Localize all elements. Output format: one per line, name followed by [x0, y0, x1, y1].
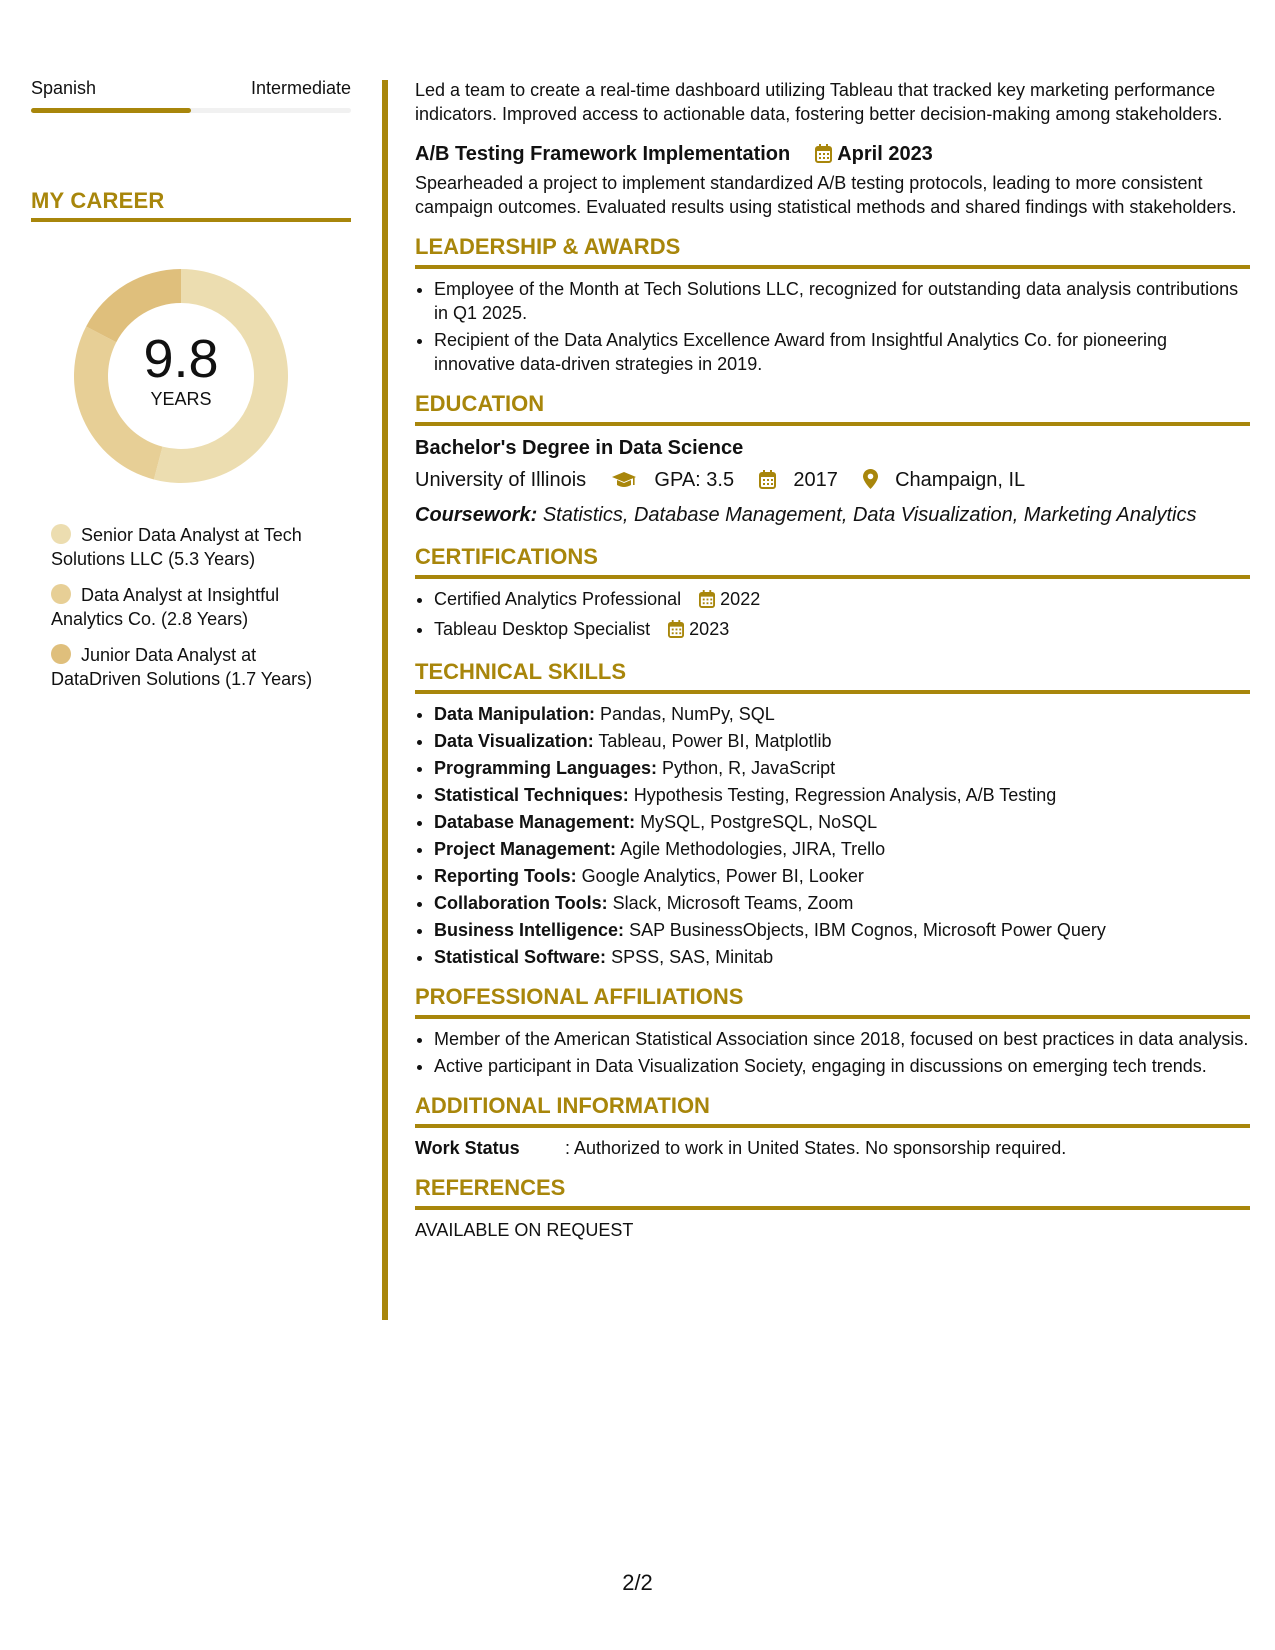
affiliations-section [415, 983, 1250, 1078]
calendar-icon [668, 620, 684, 644]
project-description: Led a team to create a real-time dashboard utilizing Tableau that tracked key marketing performance indicators. Improved access to actionable data, fostering better decision-making among stakeholders. [415, 80, 1223, 124]
list-item: • Tableau Desktop Specialist 2023 [434, 617, 1250, 644]
coursework [415, 501, 1250, 529]
skill-item: • Statistical Software: SPSS, SAS, Minitab [434, 945, 1250, 969]
additional-section [415, 1092, 1250, 1160]
skill-item: • Collaboration Tools: Slack, Microsoft Teams, Zoom [434, 891, 1250, 915]
skill-item: • Programming Languages: Python, R, JavaScript [434, 756, 1250, 780]
column-divider [382, 80, 388, 1320]
list-item: • Recipient of the Data Analytics Excellence Award from Insightful Analytics Co. for pioneering innovative data-driven strategies in 2019. [434, 328, 1250, 376]
legend-item [51, 643, 351, 691]
legend-dot [51, 524, 71, 544]
legend-label: Data Analyst at Insightful Analytics Co. (2.8 Years) [51, 585, 280, 629]
education-section [415, 390, 1250, 529]
career-donut [66, 261, 296, 491]
certifications-section [415, 543, 1250, 644]
skill-item: • Database Management: MySQL, PostgreSQL, NoSQL [434, 810, 1250, 834]
section-title: CERTIFICATIONS [415, 544, 598, 569]
location-pin-icon [863, 469, 878, 497]
language-level: Intermediate [250, 78, 351, 98]
graduation-cap-icon [611, 469, 637, 497]
section-title: LEADERSHIP & AWARDS [415, 234, 681, 259]
list-item: • Active participant in Data Visualization Society, engaging in discussions on emerging tech trends. [434, 1054, 1250, 1078]
legend-label: Junior Data Analyst at DataDriven Solutions (1.7 Years) [51, 645, 313, 689]
career-title: MY CAREER [31, 188, 165, 213]
left-column [31, 78, 351, 703]
calendar-icon [815, 143, 832, 171]
work-status-row [415, 1136, 1250, 1160]
section-title: EDUCATION [415, 391, 545, 416]
references-text: AVAILABLE ON REQUEST [415, 1220, 634, 1240]
legend-dot [51, 644, 71, 664]
education-details [415, 466, 1250, 497]
career-unit: YEARS [150, 389, 212, 409]
project-description: Spearheaded a project to implement standardized A/B testing protocols, leading to more consistent campaign outcomes. Evaluated results using statistical methods and shared findings with stakeholders. [415, 173, 1237, 217]
skill-item: • Data Manipulation: Pandas, NumPy, SQL [434, 702, 1250, 726]
school: University of Illinois [415, 469, 587, 491]
career-legend [31, 523, 351, 691]
location: Champaign, IL [895, 469, 1026, 491]
degree: Bachelor's Degree in Data Science [415, 437, 744, 459]
legend-label: Senior Data Analyst at Tech Solutions LLC (5.3 Years) [51, 525, 302, 569]
leadership-section [415, 233, 1250, 376]
gpa: GPA: 3.5 [654, 469, 735, 491]
section-title: REFERENCES [415, 1175, 566, 1200]
page-number: 2/2 [622, 1570, 653, 1595]
language-name: Spanish [31, 78, 97, 98]
section-title: PROFESSIONAL AFFILIATIONS [415, 984, 744, 1009]
calendar-icon [699, 590, 715, 614]
coursework-label: Coursework: [415, 504, 538, 526]
section-title: TECHNICAL SKILLS [415, 659, 627, 684]
graduation-year: 2017 [793, 469, 838, 491]
legend-item [51, 583, 351, 631]
list-item: • Member of the American Statistical Association since 2018, focused on best practices in data analysis. [434, 1027, 1250, 1051]
language-bar-fill [31, 108, 191, 113]
work-status-label: Work Status [415, 1138, 520, 1158]
right-column [415, 78, 1250, 1242]
section-title: ADDITIONAL INFORMATION [415, 1093, 710, 1118]
legend-item [51, 523, 351, 571]
skill-item: • Statistical Techniques: Hypothesis Testing, Regression Analysis, A/B Testing [434, 783, 1250, 807]
skill-item: • Data Visualization: Tableau, Power BI, Matplotlib [434, 729, 1250, 753]
skill-item: • Reporting Tools: Google Analytics, Power BI, Looker [434, 864, 1250, 888]
list-item: • Employee of the Month at Tech Solutions LLC, recognized for outstanding data analysis contributions in Q1 2025. [434, 277, 1250, 325]
career-total: 9.8 [143, 329, 219, 389]
language-bar [31, 108, 351, 113]
project-title: A/B Testing Framework Implementation April 2023 [415, 140, 1250, 171]
work-status-value: : Authorized to work in United States. No sponsorship required. [565, 1138, 1067, 1158]
list-item: • Certified Analytics Professional 2022 [434, 587, 1250, 614]
language-row [31, 78, 351, 99]
skills-section [415, 658, 1250, 969]
career-rule [31, 218, 351, 222]
references-section [415, 1174, 1250, 1242]
coursework-list: Statistics, Database Management, Data Visualization, Marketing Analytics [542, 504, 1197, 526]
skill-item: • Project Management: Agile Methodologies, JIRA, Trello [434, 837, 1250, 861]
calendar-icon [759, 469, 776, 497]
skill-item: • Business Intelligence: SAP BusinessObjects, IBM Cognos, Microsoft Power Query [434, 918, 1250, 942]
project-date: April 2023 [837, 143, 933, 165]
legend-dot [51, 584, 71, 604]
